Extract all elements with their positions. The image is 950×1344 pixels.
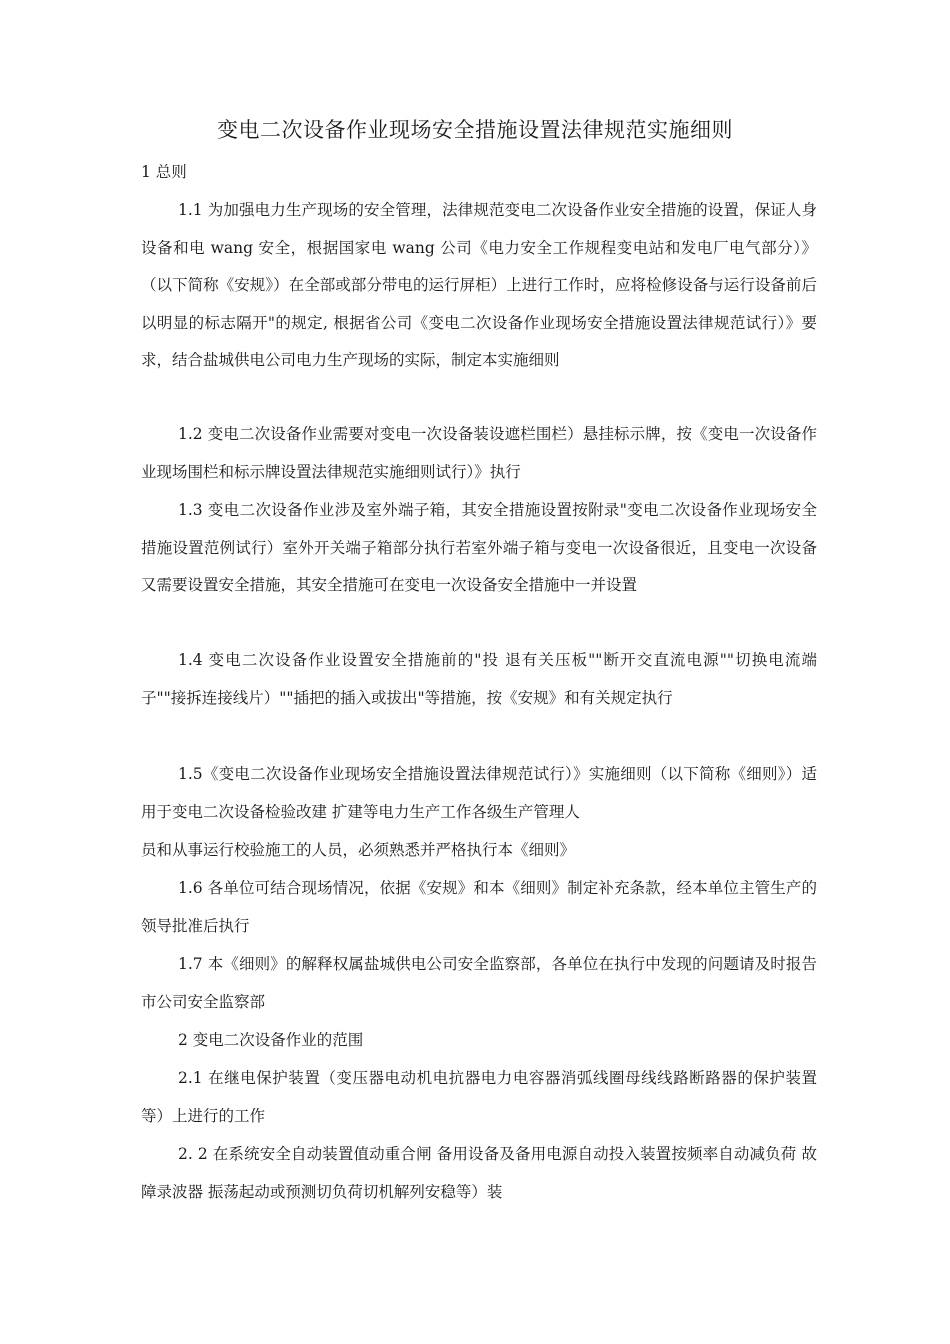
paragraph-1-1: 1.1 为加强电力生产现场的安全管理，法律规范变电二次设备作业安全措施的设置，保证人身 设备和电 wang 安全，根据国家电 wang 公司《电力安全工作规程变电站和发电厂电气部分）》（以下简称《安规》）在全部或部分带电的运行屏柜）上进行工作时，应将检修设备与运行设备前后以明显的标志隔开"的规定, 根据省公司《变电二次设备作业现场安全措施设置法律规范试行）》要求，结合盐城供电公司电力生产现场的实际，制定本实施细则 — [141, 201, 817, 369]
section-heading-2: 2 变电二次设备作业的范围 — [178, 1031, 364, 1049]
paragraph-1-7: 1.7 本《细则》的解释权属盐城供电公司安全监察部，各单位在执行中发现的问题请及时报告市公司安全监察部 — [141, 955, 817, 1011]
paragraph-1-4: 1.4 变电二次设备作业设置安全措施前的"投 退有关压板""断开交直流电源""切换电流端子""接拆连接线片）""插把的插入或拔出"等措施，按《安规》和有关规定执行 — [141, 651, 817, 707]
document-title: 变电二次设备作业现场安全措施设置法律规范实施细则 — [217, 118, 733, 142]
paragraph-2-2: 2. 2 在系统安全自动装置值动重合闸 备用设备及备用电源自动投入装置按频率自动减负荷 故障录波器 振荡起动或预测切负荷切机解列安稳等）装 — [141, 1145, 817, 1201]
paragraph-2-1: 2.1 在继电保护装置（变压器电动机电抗器电力电容器消弧线圈母线线路断路器的保护装置等）上进行的工作 — [141, 1069, 817, 1125]
paragraph-1-6: 1.6 各单位可结合现场情况，依据《安规》和本《细则》制定补充条款，经本单位主管生产的领导批准后执行 — [141, 879, 817, 935]
paragraph-1-3: 1.3 变电二次设备作业涉及室外端子箱，其安全措施设置按附录"变电二次设备作业现场安全措施设置范例试行）室外开关端子箱部分执行若室外端子箱与变电一次设备很近，且变电一次设备又需要设置安全措施，其安全措施可在变电一次设备安全措施中一并设置 — [141, 501, 817, 594]
paragraph-1-2: 1.2 变电二次设备作业需要对变电一次设备装设遮栏围栏）悬挂标示牌，按《变电一次设备作业现场围栏和标示牌设置法律规范实施细则试行）》执行 — [141, 425, 817, 481]
paragraph-1-5-continued: 员和从事运行校验施工的人员，必须熟悉并严格执行本《细则》 — [141, 841, 576, 859]
section-heading-1: 1 总则 — [141, 163, 187, 181]
paragraph-1-5: 1.5《变电二次设备作业现场安全措施设置法律规范试行）》实施细则（以下简称《细则》）适用于变电二次设备检验改建 扩建等电力生产工作各级生产管理人 — [141, 765, 817, 821]
